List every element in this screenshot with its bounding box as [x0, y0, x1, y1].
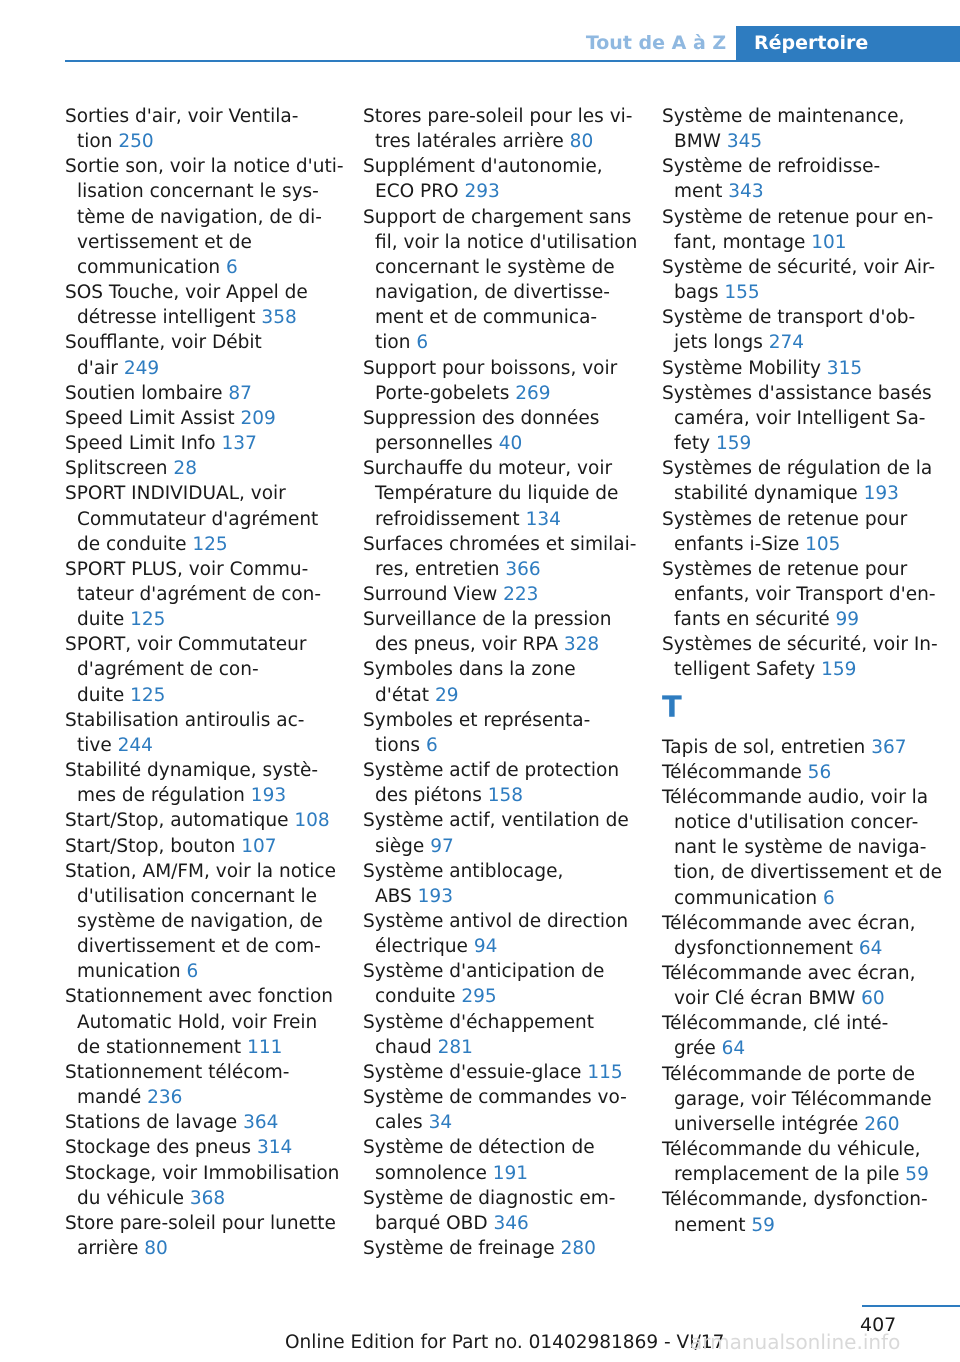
- index-entry: [363, 1060, 645, 1085]
- index-entry: [363, 582, 645, 607]
- page-link[interactable]: 64: [858, 937, 883, 959]
- page-link[interactable]: 80: [569, 131, 594, 153]
- page-link[interactable]: 368: [189, 1187, 226, 1209]
- entry-text: Speed Limit Info: [65, 433, 216, 455]
- entry-text: SPORT INDIVIDUAL, voir: [65, 483, 286, 505]
- entry-text: Système d'anticipation de: [363, 961, 605, 983]
- page-link[interactable]: 260: [864, 1113, 900, 1135]
- entry-text: enfants, voir Transport d'en-: [674, 583, 936, 605]
- page-link[interactable]: 99: [835, 609, 860, 631]
- page-link[interactable]: 6: [416, 332, 429, 354]
- index-entry: [662, 1187, 944, 1237]
- index-entry: [662, 255, 944, 305]
- index-entry: [65, 481, 347, 556]
- entry-text: lisation concernant le sys-: [77, 181, 319, 203]
- entry-text: enfants i-Size: [674, 533, 800, 555]
- footer-rule: [862, 1305, 960, 1307]
- index-column-1: [65, 104, 347, 1261]
- page-link[interactable]: 274: [768, 332, 805, 354]
- page-link[interactable]: 105: [805, 533, 841, 555]
- entry-text: dysfonctionnement: [674, 937, 853, 959]
- page-link[interactable]: 250: [118, 131, 154, 153]
- page-link[interactable]: 159: [821, 659, 857, 681]
- index-entry: [662, 356, 944, 381]
- index-entry: [65, 456, 347, 481]
- entry-text: de conduite: [77, 533, 187, 555]
- entry-text: ment et de communica-: [375, 307, 598, 329]
- entry-text: caméra, voir Intelligent Sa-: [674, 407, 926, 429]
- entry-text: Surround View: [363, 583, 498, 605]
- page-link[interactable]: 40: [498, 433, 523, 455]
- entry-text: res, entretien: [375, 558, 500, 580]
- entry-text: Système de commandes vo-: [363, 1087, 627, 1109]
- index-entry: [65, 154, 347, 280]
- page-link[interactable]: 80: [144, 1238, 168, 1260]
- entry-text: concernant le système de: [375, 256, 615, 278]
- page-link[interactable]: 314: [256, 1137, 293, 1159]
- section-letter: T: [662, 689, 682, 724]
- entry-text: Système de transport d'ob-: [662, 307, 916, 329]
- entry-text: BMW: [674, 131, 721, 153]
- entry-text: nant le système de naviga-: [674, 837, 927, 859]
- index-entry: [363, 356, 645, 406]
- index-entry: [65, 834, 347, 859]
- entry-text: barqué OBD: [375, 1212, 488, 1234]
- page-link[interactable]: 159: [716, 433, 752, 455]
- index-entry: [65, 1161, 347, 1211]
- page-link[interactable]: 155: [724, 282, 760, 304]
- index-entry: [662, 557, 944, 632]
- page-link[interactable]: 59: [751, 1214, 775, 1236]
- entry-text: d'air: [77, 357, 118, 379]
- page-link[interactable]: 6: [225, 256, 238, 278]
- page-link[interactable]: 56: [807, 761, 832, 783]
- page-link[interactable]: 223: [503, 583, 539, 605]
- entry-text: Système de sécurité, voir Air-: [662, 256, 936, 278]
- entry-text: nement: [674, 1214, 746, 1236]
- index-entry: [65, 632, 347, 707]
- entry-text: Système de diagnostic em-: [363, 1187, 616, 1209]
- entry-text: bags: [674, 282, 719, 304]
- index-entry: [65, 431, 347, 456]
- index-entry: [662, 760, 944, 785]
- edition-note: Online Edition for Part no. 01402981869 - VI/17: [285, 1332, 725, 1353]
- index-entry: [363, 708, 645, 758]
- entry-text: Système Mobility: [662, 357, 821, 379]
- entry-text: Start/Stop, automatique: [65, 810, 289, 832]
- index-entry: [662, 205, 944, 255]
- entry-text: Surfaces chromées et similai-: [363, 533, 637, 555]
- entry-text: Supplément d'autonomie,: [363, 156, 603, 178]
- entry-text: stabilité dynamique: [674, 483, 858, 505]
- entry-text: d'utilisation concernant le: [77, 885, 318, 907]
- index-entry: [65, 808, 347, 833]
- index-entry: [363, 205, 645, 356]
- entry-text: Automatic Hold, voir Frein: [77, 1011, 318, 1033]
- page-link[interactable]: 101: [811, 231, 847, 253]
- entry-text: conduite: [375, 986, 456, 1008]
- entry-text: Système de freinage: [363, 1238, 555, 1260]
- page-link[interactable]: 293: [464, 181, 500, 203]
- entry-text: remplacement de la pile: [674, 1164, 900, 1186]
- index-entry: [662, 961, 944, 1011]
- index-column-2: [363, 104, 645, 1261]
- index-entry: [65, 708, 347, 758]
- index-entry: [363, 959, 645, 1009]
- watermark: armanualsonline.info: [690, 1330, 901, 1354]
- index-entry: [65, 1135, 347, 1160]
- entry-text: Télécommande avec écran,: [662, 912, 916, 934]
- entry-text: Porte-gobelets: [375, 382, 510, 404]
- index-entry: [65, 1060, 347, 1110]
- entry-text: communication: [77, 256, 221, 278]
- index-entry: [65, 557, 347, 632]
- entry-text: Sortie son, voir la notice d'uti-: [65, 156, 344, 178]
- tab-repertoire[interactable]: Répertoire: [736, 26, 960, 62]
- page-link[interactable]: 115: [587, 1061, 623, 1083]
- page-link[interactable]: 6: [822, 887, 835, 909]
- entry-text: d'état: [375, 684, 430, 706]
- entry-text: Systèmes de régulation de la: [662, 458, 933, 480]
- index-entry: [363, 808, 645, 858]
- entry-text: Stabilisation antiroulis ac-: [65, 709, 305, 731]
- page-link[interactable]: 193: [863, 483, 899, 505]
- entry-text: Stations de lavage: [65, 1112, 238, 1134]
- entry-text: SOS Touche, voir Appel de: [65, 282, 308, 304]
- entry-text: Système d'échappement: [363, 1011, 594, 1033]
- page-link[interactable]: 111: [247, 1036, 283, 1058]
- index-column-3: [662, 104, 944, 1238]
- index-entry: [65, 104, 347, 154]
- index-entry: [363, 154, 645, 204]
- entry-text: divertissement et de com-: [77, 936, 321, 958]
- entry-text: Télécommande audio, voir la: [662, 786, 929, 808]
- tab-tout-de-a-a-z[interactable]: Tout de A à Z: [585, 32, 727, 54]
- entry-text: électrique: [375, 936, 468, 958]
- entry-text: tion, de divertissement et de: [674, 862, 942, 884]
- index-entry: [662, 456, 944, 506]
- index-entry: [363, 1135, 645, 1185]
- index-entry: [662, 735, 944, 760]
- entry-text: fil, voir la notice d'utilisation: [375, 231, 638, 253]
- entry-text: tions: [375, 734, 421, 756]
- entry-text: mandé: [77, 1087, 142, 1109]
- index-entry: [662, 305, 944, 355]
- entry-text: Stockage des pneus: [65, 1137, 252, 1159]
- entry-text: refroidissement: [375, 508, 520, 530]
- entry-text: Systèmes d'assistance basés: [662, 382, 932, 404]
- entry-text: ECO PRO: [375, 181, 459, 203]
- index-entry: [363, 1236, 645, 1261]
- entry-text: Soufflante, voir Débit: [65, 332, 262, 354]
- entry-text: Soutien lombaire: [65, 382, 223, 404]
- entry-text: tème de navigation, de di-: [77, 206, 322, 228]
- page-link[interactable]: 108: [294, 810, 330, 832]
- entry-text: fety: [674, 433, 711, 455]
- page-link[interactable]: 94: [473, 936, 498, 958]
- page-link[interactable]: 236: [147, 1087, 183, 1109]
- page-link[interactable]: 34: [428, 1112, 453, 1134]
- page-link[interactable]: 280: [560, 1238, 596, 1260]
- page-link[interactable]: 158: [487, 785, 524, 807]
- entry-text: Stockage, voir Immobilisation: [65, 1162, 340, 1184]
- entry-text: Tapis de sol, entretien: [662, 736, 866, 758]
- entry-text: Start/Stop, bouton: [65, 835, 236, 857]
- page-link[interactable]: 134: [525, 508, 561, 530]
- entry-text: Station, AM/FM, voir la notice: [65, 860, 336, 882]
- entry-text: système de navigation, de: [77, 911, 323, 932]
- page-link[interactable]: 29: [434, 684, 459, 706]
- page-link[interactable]: 64: [721, 1038, 746, 1060]
- entry-text: Télécommande de porte de: [662, 1063, 915, 1085]
- entry-text: Surchauffe du moteur, voir: [363, 458, 613, 480]
- entry-text: tion: [375, 332, 411, 354]
- entry-text: Surveillance de la pression: [363, 609, 612, 631]
- entry-text: notice d'utilisation concer-: [674, 812, 919, 834]
- entry-text: jets longs: [674, 332, 763, 354]
- index-entry: [363, 1085, 645, 1135]
- entry-text: des piétons: [375, 785, 482, 807]
- index-entry: [363, 909, 645, 959]
- entry-text: grée: [674, 1038, 716, 1060]
- entry-text: Splitscreen: [65, 458, 168, 480]
- entry-text: fants en sécurité: [674, 609, 830, 631]
- index-entry: [662, 632, 944, 682]
- index-entry: [662, 1062, 944, 1137]
- page-link[interactable]: 346: [493, 1212, 529, 1234]
- page-link[interactable]: 328: [563, 634, 600, 656]
- page-link[interactable]: 315: [826, 357, 863, 379]
- index-entry: [363, 758, 645, 808]
- entry-text: Système antiblocage,: [363, 860, 564, 882]
- entry-text: Systèmes de sécurité, voir In-: [662, 634, 938, 656]
- entry-text: Télécommande du véhicule,: [662, 1139, 921, 1161]
- page-link[interactable]: 364: [243, 1112, 279, 1134]
- entry-text: Télécommande, clé inté-: [662, 1013, 889, 1035]
- index-entry: [363, 607, 645, 657]
- entry-text: SPORT, voir Commutateur: [65, 634, 307, 656]
- entry-text: vertissement et de: [77, 231, 252, 253]
- entry-text: Symboles et représenta-: [363, 709, 591, 731]
- page-link[interactable]: 28: [173, 458, 197, 480]
- page-link[interactable]: 125: [192, 533, 228, 555]
- entry-text: de stationnement: [77, 1036, 242, 1058]
- page-link[interactable]: 107: [241, 835, 277, 857]
- entry-text: d'agrément de con-: [77, 659, 259, 681]
- index-entry: [65, 859, 347, 985]
- entry-text: navigation, de divertisse-: [375, 282, 610, 304]
- entry-text: Stabilité dynamique, systè-: [65, 760, 319, 782]
- entry-text: Systèmes de retenue pour: [662, 558, 908, 580]
- entry-text: Stationnement télécom-: [65, 1061, 290, 1083]
- index-entry: [662, 785, 944, 911]
- entry-text: chaud: [375, 1036, 432, 1058]
- entry-text: personnelles: [375, 433, 493, 455]
- index-entry: [363, 104, 645, 154]
- entry-text: Suppression des données: [363, 407, 600, 429]
- index-entry: [662, 154, 944, 204]
- page-link[interactable]: 366: [505, 558, 541, 580]
- entry-text: duite: [77, 684, 125, 706]
- entry-text: Sorties d'air, voir Ventila-: [65, 106, 299, 127]
- index-entry: [65, 1110, 347, 1135]
- entry-text: des pneus, voir RPA: [375, 634, 558, 656]
- entry-text: Support de chargement sans: [363, 206, 632, 228]
- page-link[interactable]: 97: [430, 835, 454, 857]
- entry-text: Symboles dans la zone: [363, 659, 576, 681]
- entry-text: Télécommande avec écran,: [662, 963, 916, 984]
- page-link[interactable]: 193: [250, 785, 287, 807]
- entry-text: duite: [77, 609, 125, 631]
- entry-text: universelle intégrée: [674, 1113, 859, 1135]
- entry-text: fant, montage: [674, 231, 806, 253]
- index-entry: [363, 1186, 645, 1236]
- entry-text: garage, voir Télécommande: [674, 1088, 932, 1110]
- entry-text: voir Clé écran BMW: [674, 988, 856, 1010]
- entry-text: Système de refroidisse-: [662, 156, 881, 178]
- page-link[interactable]: 345: [726, 131, 763, 153]
- page-link[interactable]: 269: [515, 382, 551, 404]
- index-entry: [363, 1010, 645, 1060]
- index-entry: [662, 1011, 944, 1061]
- index-entry: [65, 1211, 347, 1261]
- entry-text: tres latérales arrière: [375, 131, 564, 153]
- page-link[interactable]: 125: [130, 609, 166, 631]
- entry-text: Système d'essuie-glace: [363, 1061, 582, 1083]
- page-link[interactable]: 191: [492, 1162, 529, 1184]
- entry-text: ABS: [375, 885, 412, 907]
- entry-text: Stores pare-soleil pour les vi-: [363, 106, 633, 127]
- page-link[interactable]: 59: [905, 1164, 929, 1186]
- entry-text: Système de maintenance,: [662, 106, 905, 127]
- index-entry: [363, 406, 645, 456]
- page-link[interactable]: 249: [123, 357, 160, 379]
- entry-text: Système de retenue pour en-: [662, 206, 934, 228]
- entry-text: Store pare-soleil pour lunette: [65, 1212, 336, 1234]
- entry-text: du véhicule: [77, 1187, 184, 1209]
- page-link[interactable]: 367: [871, 736, 907, 758]
- entry-text: Speed Limit Assist: [65, 407, 235, 429]
- index-entry: [65, 280, 347, 330]
- page-link[interactable]: 244: [117, 734, 153, 756]
- index-entry: [662, 381, 944, 456]
- index-entry: [662, 507, 944, 557]
- entry-text: Système de détection de: [363, 1137, 595, 1159]
- entry-text: détresse intelligent: [77, 307, 256, 329]
- page-link[interactable]: 6: [186, 961, 199, 983]
- entry-text: mes de régulation: [77, 785, 245, 807]
- entry-text: Support pour boissons, voir: [363, 357, 618, 379]
- index-entry: [662, 104, 944, 154]
- index-entry: [363, 532, 645, 582]
- page-link[interactable]: 193: [417, 885, 453, 907]
- index-entry: [662, 911, 944, 961]
- entry-text: siège: [375, 835, 425, 857]
- page-link[interactable]: 343: [728, 181, 764, 203]
- index-entry: [363, 859, 645, 909]
- entry-text: Stationnement avec fonction: [65, 986, 334, 1008]
- entry-text: Systèmes de retenue pour: [662, 508, 908, 530]
- entry-text: cales: [375, 1112, 423, 1134]
- index-entry: [363, 657, 645, 707]
- entry-text: communication: [674, 887, 818, 909]
- index-entry: [65, 984, 347, 1059]
- entry-text: arrière: [77, 1238, 139, 1260]
- entry-text: telligent Safety: [674, 659, 816, 681]
- entry-text: ment: [674, 181, 723, 203]
- page-link[interactable]: 125: [130, 684, 166, 706]
- entry-text: Température du liquide de: [375, 483, 619, 505]
- index-entry: [65, 381, 347, 406]
- page-link[interactable]: 6: [425, 734, 438, 756]
- entry-text: Système antivol de direction: [363, 911, 629, 932]
- page-link[interactable]: 60: [861, 988, 885, 1010]
- entry-text: munication: [77, 961, 181, 983]
- entry-text: somnolence: [375, 1162, 487, 1184]
- entry-text: tateur d'agrément de con-: [77, 583, 322, 605]
- page-number: 407: [860, 1314, 897, 1336]
- entry-text: Commutateur d'agrément: [77, 508, 319, 530]
- index-entry: [363, 456, 645, 531]
- entry-text: Système actif de protection: [363, 760, 620, 782]
- index-entry: [65, 330, 347, 380]
- entry-text: tive: [77, 734, 112, 756]
- entry-text: SPORT PLUS, voir Commu-: [65, 558, 309, 580]
- page-link[interactable]: 87: [228, 382, 252, 404]
- page-link[interactable]: 281: [437, 1036, 473, 1058]
- page-link[interactable]: 209: [240, 407, 276, 429]
- entry-text: Télécommande: [662, 761, 802, 783]
- entry-text: Télécommande, dysfonction-: [662, 1189, 928, 1211]
- entry-text: Système actif, ventilation de: [363, 810, 629, 832]
- index-entry: [65, 406, 347, 431]
- page-link[interactable]: 358: [261, 307, 297, 329]
- page-link[interactable]: 137: [221, 433, 257, 455]
- page-link[interactable]: 295: [461, 986, 497, 1008]
- index-entry: [662, 1137, 944, 1187]
- index-entry: [65, 758, 347, 808]
- entry-text: tion: [77, 131, 113, 153]
